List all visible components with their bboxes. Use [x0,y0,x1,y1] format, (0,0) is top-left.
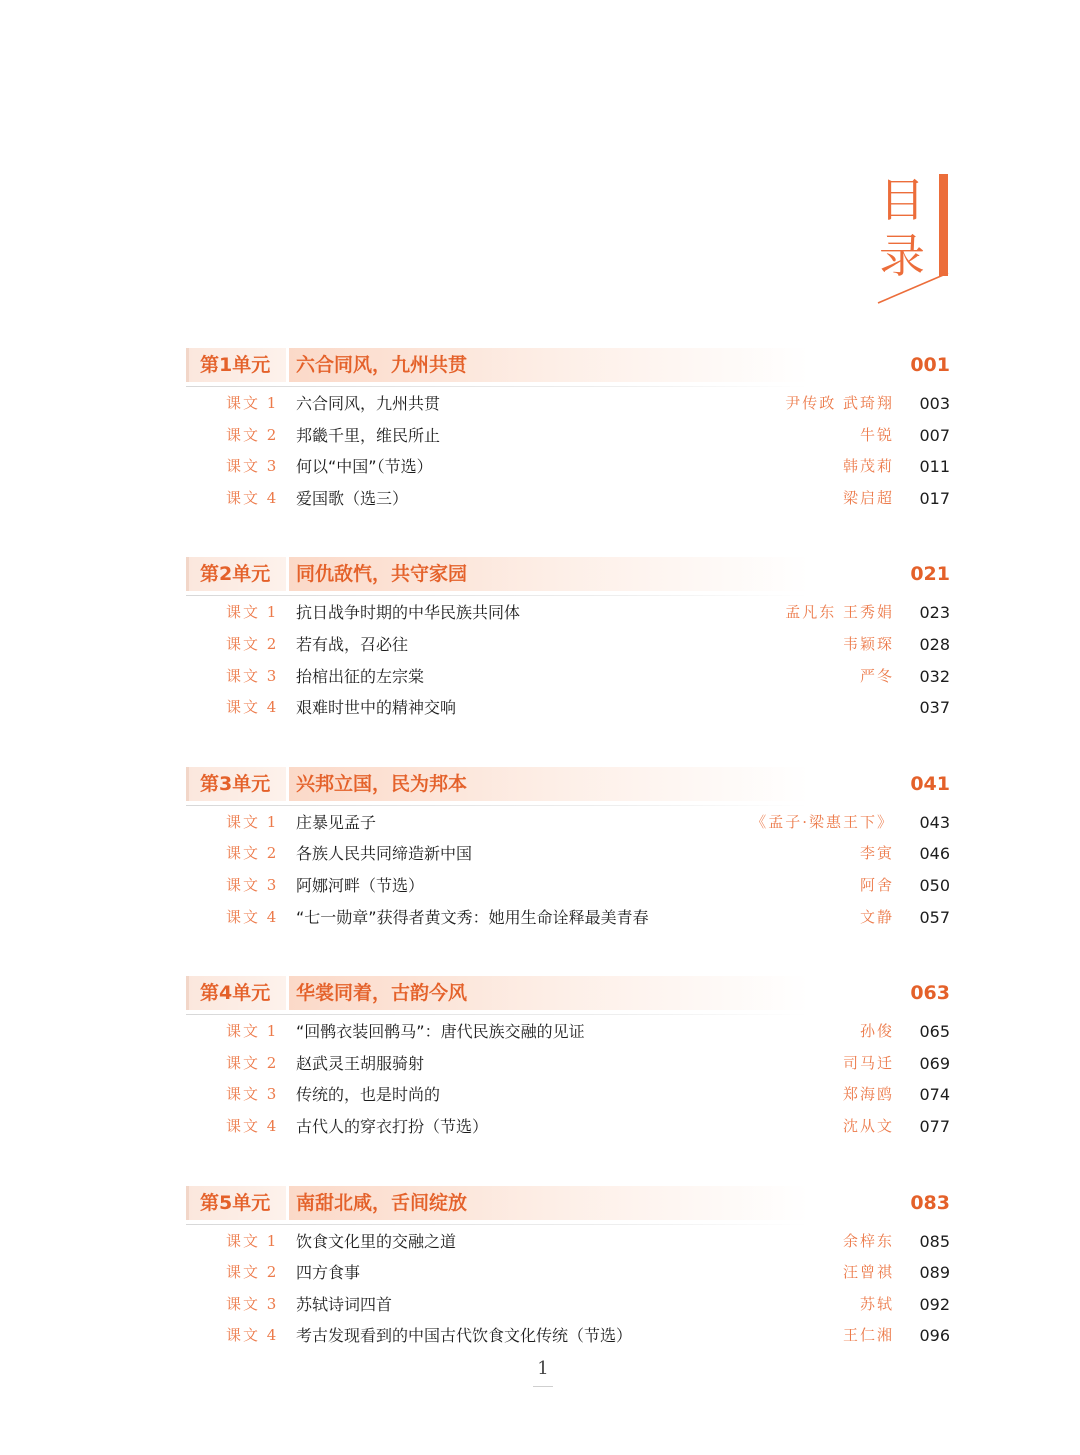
lesson-page: 096 [919,1326,950,1346]
heading-accent-bar [939,174,948,276]
lesson-title: 庄暴见孟子 [296,812,377,832]
lesson-entry[interactable] [186,388,952,420]
lesson-entry[interactable] [186,807,952,839]
lesson-entry[interactable] [186,1257,952,1289]
lesson-author: 汪曾祺 [842,1263,894,1282]
lesson-page: 011 [919,457,950,477]
lesson-author: 王仁湘 [842,1326,894,1345]
lesson-tag: 课文 3 [226,1085,279,1104]
lesson-author: 孙俊 [859,1022,894,1041]
lesson-tag: 课文 3 [226,1294,279,1313]
lesson-entry[interactable] [186,692,952,724]
unit-number: 第4单元 [200,982,271,1005]
lesson-tag: 课文 2 [226,634,279,653]
page-number-rule [533,1386,553,1387]
lesson-author: 孟凡东 王秀娟 [785,603,894,622]
lesson-author: 苏轼 [859,1294,894,1313]
lesson-tag: 课文 2 [226,425,279,444]
lesson-title: 四方食事 [296,1263,361,1283]
unit-page: 083 [910,1191,950,1214]
lesson-tag: 课文 3 [226,875,279,894]
lesson-page: 057 [919,907,950,927]
lesson-tag: 课文 4 [226,698,279,717]
unit-header[interactable] [186,557,952,591]
lesson-author: 尹传政 武琦翔 [785,394,894,412]
lesson-tag: 课文 1 [226,603,279,622]
lesson-entry[interactable] [186,1016,952,1048]
unit-section [186,557,952,723]
lesson-page: 037 [919,698,950,718]
unit-title: 华裳同着，古韵今风 [296,982,468,1005]
lesson-title: 何以“中国”（节选） [296,457,433,477]
lesson-entry[interactable] [186,420,952,452]
unit-page: 041 [910,772,950,795]
lesson-entry[interactable] [186,902,952,934]
lesson-title: 古代人的穿衣打扮（节选） [296,1116,489,1136]
unit-section [186,976,952,1142]
lesson-tag: 课文 4 [226,1116,279,1135]
lesson-author: 李寅 [859,844,894,863]
lesson-entry[interactable] [186,1289,952,1321]
lesson-title: 艰难时世中的精神交响 [296,698,457,718]
lesson-title: 传统的，也是时尚的 [296,1085,441,1105]
table-of-contents [186,348,952,1395]
lesson-entry[interactable] [186,1079,952,1111]
lesson-author: 余梓东 [842,1231,894,1250]
lesson-title: 阿娜河畔（节选） [296,875,425,895]
lesson-entry[interactable] [186,597,952,629]
lesson-tag: 课文 4 [226,1326,279,1345]
unit-header[interactable] [186,1186,952,1220]
lesson-tag: 课文 4 [226,488,279,507]
lesson-page: 003 [919,394,950,413]
lesson-author: 严冬 [859,666,894,685]
lesson-page: 007 [919,425,950,445]
unit-number: 第2单元 [200,563,271,586]
lesson-page: 077 [919,1116,950,1136]
lesson-title: 抬棺出征的左宗棠 [296,666,425,686]
lesson-page: 032 [919,666,950,686]
lesson-title: 饮食文化里的交融之道 [296,1231,457,1251]
lesson-title: 考古发现看到的中国古代饮食文化传统（节选） [296,1326,633,1346]
lesson-title: 若有战，召必往 [296,634,409,654]
lesson-entry[interactable] [186,870,952,902]
unit-title: 六合同风，九州共贯 [296,354,468,376]
heading-char-1: 目 [879,173,925,227]
lesson-entry[interactable] [186,661,952,693]
lesson-entry[interactable] [186,483,952,515]
unit-header[interactable] [186,976,952,1010]
lesson-author: 阿舍 [859,875,894,894]
lesson-author: 沈从文 [842,1116,894,1135]
lesson-entry[interactable] [186,451,952,483]
unit-underline [186,595,808,596]
unit-section [186,767,952,933]
unit-underline [186,1014,808,1015]
lesson-author: 《孟子·梁惠王下》 [751,812,894,831]
lesson-tag: 课文 1 [226,812,279,831]
unit-underline [186,805,808,806]
lesson-tag: 课文 1 [226,394,279,412]
unit-header[interactable] [186,767,952,801]
lesson-tag: 课文 3 [226,666,279,685]
lesson-title: “七一勋章”获得者黄文秀：她用生命诠释最美青春 [296,907,649,927]
unit-section [186,1186,952,1352]
lesson-author: 文静 [859,907,894,926]
lesson-entry[interactable] [186,1111,952,1143]
lesson-page: 046 [919,844,950,864]
lesson-tag: 课文 4 [226,907,279,926]
lesson-page: 089 [919,1263,950,1283]
lesson-title: 六合同风，九州共贯 [296,394,441,413]
lesson-tag: 课文 2 [226,1263,279,1282]
lesson-tag: 课文 2 [226,844,279,863]
lesson-page: 092 [919,1294,950,1314]
lesson-author: 梁启超 [842,488,894,507]
lesson-author: 郑海鸥 [842,1085,894,1104]
lesson-title: 苏轼诗词四首 [296,1294,393,1314]
lesson-tag: 课文 2 [226,1053,279,1072]
unit-header[interactable] [186,348,952,382]
lesson-entry[interactable] [186,1320,952,1352]
unit-page: 021 [910,563,950,586]
unit-number: 第5单元 [200,1191,271,1214]
lesson-entry[interactable] [186,629,952,661]
lesson-page: 023 [919,603,950,623]
lesson-page: 028 [919,634,950,654]
lesson-page: 069 [919,1053,950,1073]
unit-page: 063 [910,982,950,1005]
lesson-title: 邦畿千里，维民所止 [296,425,441,445]
lesson-title: 各族人民共同缔造新中国 [296,844,473,864]
lesson-page: 074 [919,1085,950,1105]
lesson-author: 韦颖琛 [842,634,894,653]
lesson-author: 韩茂莉 [842,457,894,476]
lesson-title: 抗日战争时期的中华民族共同体 [296,603,521,623]
lesson-page: 043 [919,812,950,832]
lesson-entry[interactable] [186,838,952,870]
heading-char-2: 录 [879,229,925,283]
lesson-page: 017 [919,488,950,508]
lesson-page: 085 [919,1231,950,1251]
heading-accent-slash [876,270,950,306]
unit-underline [186,386,808,387]
lesson-entry[interactable] [186,1226,952,1258]
lesson-entry[interactable] [186,1048,952,1080]
unit-title: 兴邦立国，民为邦本 [296,772,468,795]
lesson-title: 赵武灵王胡服骑射 [296,1053,425,1073]
unit-number: 第3单元 [200,772,271,795]
lesson-page: 065 [919,1022,950,1042]
page-number: 1 [537,1358,549,1379]
lesson-author: 牛锐 [859,425,894,444]
unit-title: 同仇敌忾，共守家园 [296,563,468,586]
unit-section [186,348,952,514]
page-heading [872,172,932,284]
unit-title: 南甜北咸，舌间绽放 [296,1191,468,1214]
unit-number: 第1单元 [200,354,271,376]
lesson-author: 司马迁 [842,1053,894,1072]
lesson-tag: 课文 1 [226,1022,279,1041]
unit-underline [186,1224,808,1225]
unit-page: 001 [910,354,950,376]
lesson-page: 050 [919,875,950,895]
lesson-tag: 课文 1 [226,1231,279,1250]
lesson-title: 爱国歌（选三） [296,488,409,508]
lesson-tag: 课文 3 [226,457,279,476]
lesson-title: “回鹘衣装回鹘马”：唐代民族交融的见证 [296,1022,585,1042]
